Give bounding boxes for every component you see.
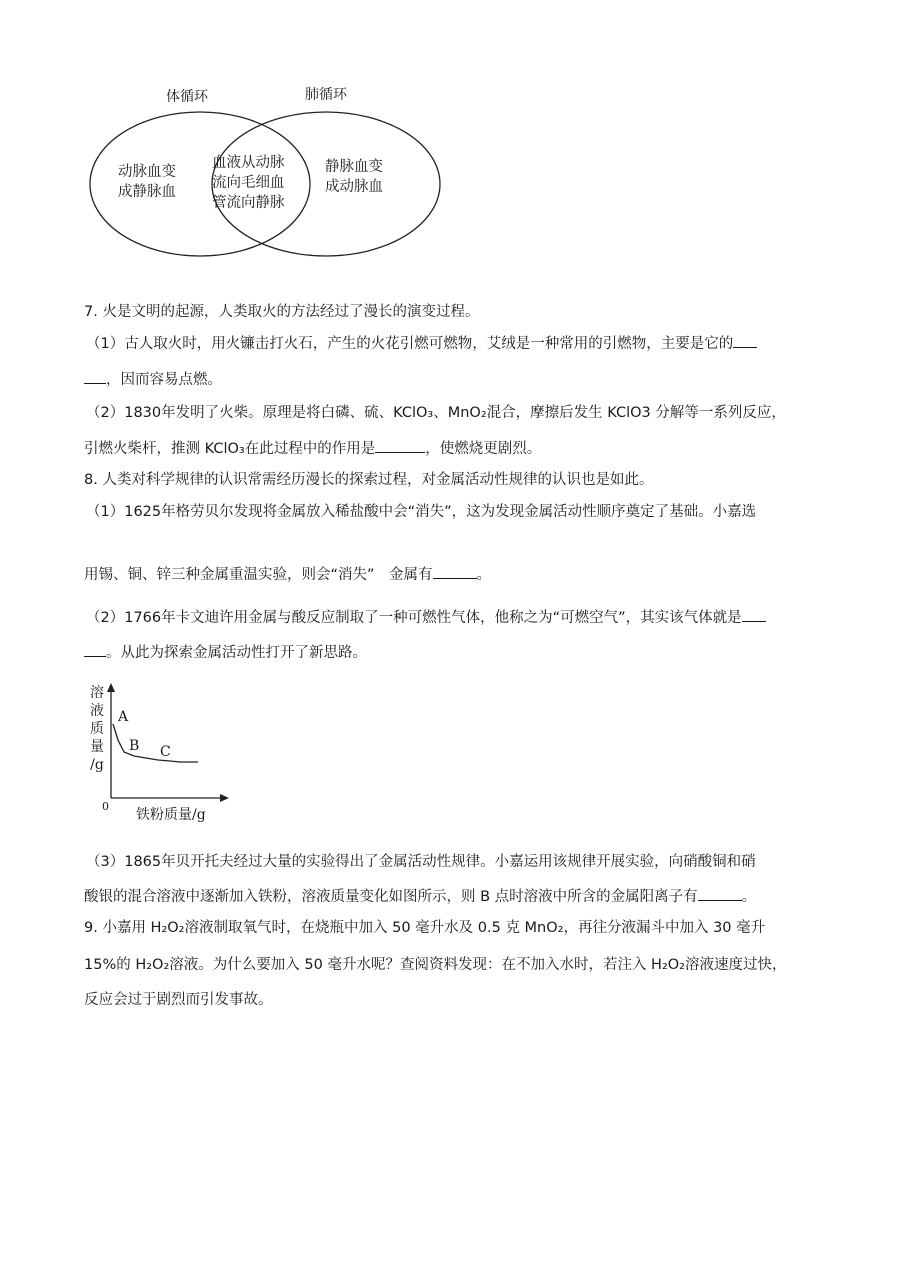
graph-y-label-char: /g	[90, 757, 104, 773]
graph-y-label-char: 溶	[90, 685, 104, 701]
q7-part2-line1: （2）1830年发明了火柴。原理是将白磷、硫、KClO₃、MnO₂混合，摩擦后发生 KClO3 分解等一系列反应，	[86, 405, 786, 421]
venn-right-line: 成动脉血	[325, 179, 383, 195]
q7-part2-line2	[84, 438, 541, 459]
q7-part1-line1	[86, 333, 757, 354]
venn-left-text	[118, 162, 176, 202]
graph-y-label-char: 液	[90, 703, 104, 719]
q8-part1-line1: （1）1625年格劳贝尔发现将金属放入稀盐酸中会“消失”，这为发现金属活动性顺序奠定了基础。小嘉选	[86, 504, 757, 520]
graph-origin: 0	[102, 800, 109, 813]
q8-part1-line2	[84, 564, 491, 585]
venn-left-line: 动脉血变	[118, 164, 176, 180]
q8-part2-text: （2）1766年卡文迪许用金属与酸反应制取了一种可燃性气体，他称之为“可燃空气”，其实该气体就是	[86, 610, 742, 626]
answer-blank[interactable]	[84, 369, 106, 384]
graph-x-label: 铁粉质量/g	[136, 807, 206, 823]
answer-blank[interactable]	[742, 607, 766, 622]
venn-right-line: 静脉血变	[325, 159, 383, 175]
q7-part1-text: ，因而容易点燃。	[106, 372, 222, 388]
graph-curve	[113, 724, 198, 762]
graph-point-a: A	[118, 709, 129, 725]
graph-y-label-char: 量	[90, 739, 104, 755]
answer-blank[interactable]	[433, 564, 477, 579]
q8-part2-line2	[84, 642, 367, 663]
q8-part3-line1: （3）1865年贝开托夫经过大量的实验得出了金属活动性规律。小嘉运用该规律开展实验，向硝酸铜和硝	[86, 854, 756, 870]
q7-stem: 7. 火是文明的起源，人类取火的方法经过了漫长的演变过程。	[84, 304, 480, 320]
answer-blank[interactable]	[375, 438, 425, 453]
q9-line1: 9. 小嘉用 H₂O₂溶液制取氧气时，在烧瓶中加入 50 毫升水及 0.5 克 MnO₂，再往分液漏斗中加入 30 毫升	[84, 920, 766, 936]
q9-line3: 反应会过于剧烈而引发事故。	[84, 992, 273, 1008]
graph-point-b: B	[129, 738, 140, 754]
q8-part3-text: 。	[741, 889, 757, 905]
venn-middle-line: 流向毛细血	[212, 175, 285, 191]
q8-part2-line1	[86, 607, 766, 628]
venn-label-left: 体循环	[166, 89, 208, 105]
q7-part2-text: ，使燃烧更剧烈。	[425, 441, 542, 457]
graph-y-arrow	[107, 683, 115, 692]
q8-part3-line2	[84, 886, 756, 907]
answer-blank[interactable]	[733, 333, 757, 348]
venn-left-line: 成静脉血	[118, 184, 176, 200]
answer-blank[interactable]	[84, 642, 106, 657]
q7-part1-line2	[84, 369, 222, 390]
graph-y-label	[88, 684, 106, 774]
q8-stem: 8. 人类对科学规律的认识常需经历漫长的探索过程，对金属活动性规律的认识也是如此。	[84, 472, 654, 488]
graph-x-arrow	[220, 794, 229, 802]
q7-part1-text: （1）古人取火时，用火镰击打火石，产生的火花引燃可燃物，艾绒是一种常用的引燃物，主要是它的	[86, 336, 734, 352]
q7-part2-text: 引燃火柴杆，推测 KClO₃在此过程中的作用是	[84, 441, 376, 457]
q8-part1-text: 。	[476, 567, 492, 583]
q8-part2-text: 。从此为探索金属活动性打开了新思路。	[106, 645, 367, 661]
venn-middle-line: 管流向静脉	[212, 195, 285, 211]
venn-right-text	[325, 157, 383, 197]
q8-part3-text: 酸银的混合溶液中逐渐加入铁粉，溶液质量变化如图所示，则 B 点时溶液中所含的金属阳离子有	[84, 889, 698, 905]
graph-y-label-char: 质	[90, 721, 104, 737]
venn-label-right: 肺循环	[305, 87, 347, 103]
venn-middle-line: 血液从动脉	[212, 155, 285, 171]
answer-blank[interactable]	[698, 886, 742, 901]
q9-line2: 15%的 H₂O₂溶液。为什么要加入 50 毫升水呢？查阅资料发现：在不加入水时，若注入 H₂O₂溶液速度过快，	[84, 957, 787, 973]
venn-middle-text	[212, 153, 285, 213]
graph-point-c: C	[160, 744, 171, 760]
q8-part1-text: 用锡、铜、锌三种金属重温实验，则会“消失” 金属有	[84, 567, 433, 583]
